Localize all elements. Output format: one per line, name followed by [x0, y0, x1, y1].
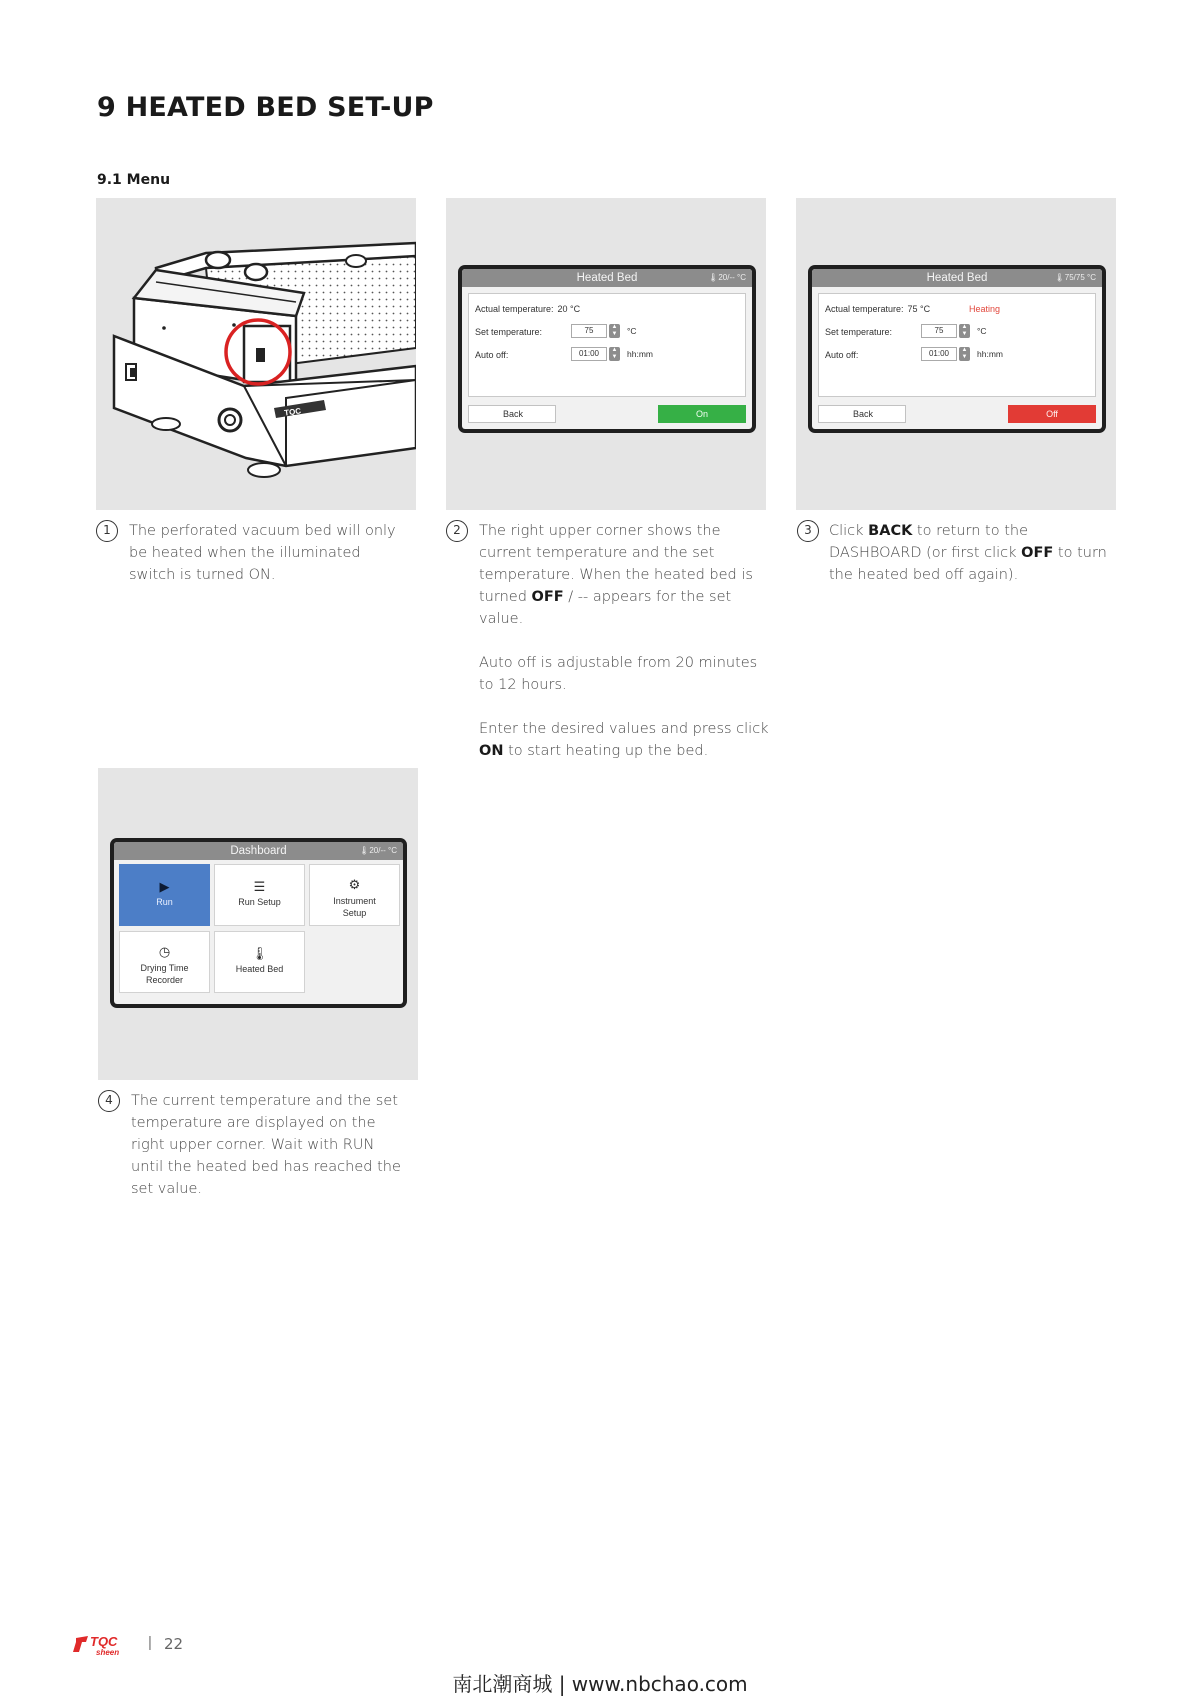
set-temperature-label: Set temperature:: [475, 327, 543, 337]
section-title: 9.1 Menu: [97, 172, 171, 188]
page-number: 22: [164, 1635, 184, 1653]
back-button[interactable]: Back: [818, 405, 906, 423]
off-button[interactable]: Off: [1008, 405, 1096, 423]
caption-2-paragraph-3: [479, 718, 769, 762]
step-number-3: 3: [797, 520, 819, 542]
set-temperature-input[interactable]: 75: [921, 324, 957, 338]
caption-3-text-c: to turn the heated bed off again).: [829, 545, 1107, 583]
caption-3-bold-off: OFF: [1021, 545, 1054, 561]
tile-label: Heated Bed: [235, 964, 284, 974]
device-screen-frame: [110, 838, 407, 1008]
set-temperature-stepper-icon[interactable]: ▲ ▼: [959, 324, 970, 338]
heated-bed-screen-panel-off: [796, 198, 1116, 510]
auto-off-input[interactable]: 01:00: [571, 347, 607, 361]
screen-title: Heated Bed: [576, 272, 638, 284]
footer-separator: |: [148, 1634, 152, 1651]
clock-icon: ◷: [158, 944, 171, 959]
on-button[interactable]: On: [658, 405, 746, 423]
page-title: 9 HEATED BED SET-UP: [97, 92, 434, 123]
device-illustration-panel: [96, 198, 416, 510]
heating-status-text: Heating: [969, 304, 1001, 314]
actual-temperature-value: 20 °C: [557, 304, 581, 314]
play-icon: ▶: [159, 879, 170, 894]
drying-time-recorder-tile[interactable]: [119, 931, 210, 993]
heated-bed-screen-panel-on: [446, 198, 766, 510]
screen-title: Heated Bed: [926, 272, 988, 284]
run-setup-tile[interactable]: [214, 864, 305, 926]
caption-2-bold-on: ON: [479, 743, 504, 759]
settings-form: [818, 293, 1096, 397]
step-number-4: 4: [98, 1090, 120, 1112]
sliders-icon: ☰: [253, 879, 266, 894]
heated-bed-tile[interactable]: [214, 931, 305, 993]
watermark: 南北潮商城 | www.nbchao.com: [452, 1672, 748, 1696]
caption-3-bold-back: BACK: [868, 523, 913, 539]
heated-bed-screen: [812, 269, 1102, 429]
tile-label: Instrument Setup: [333, 896, 376, 918]
caption-2: [479, 520, 769, 784]
screen-header: [114, 842, 403, 860]
actual-temperature-row: [825, 304, 930, 314]
actual-temperature-row: [475, 304, 580, 314]
caption-4: [131, 1090, 411, 1200]
instrument-setup-tile[interactable]: [309, 864, 400, 926]
tqc-sheen-logo: [72, 1632, 138, 1658]
set-temperature-label: Set temperature:: [825, 327, 893, 337]
run-tile[interactable]: [119, 864, 210, 926]
caption-4-text: The current temperature and the set temperature are displayed on the right upper corner. Wait with RUN until the heated bed has reached the set value.: [131, 1093, 401, 1197]
auto-off-stepper-icon[interactable]: ▲ ▼: [959, 347, 970, 361]
caption-2-bold-off: OFF: [531, 589, 564, 605]
caption-1: [129, 520, 409, 586]
set-temperature-stepper-icon[interactable]: ▲ ▼: [609, 324, 620, 338]
screen-header: [812, 269, 1102, 287]
caption-2-paragraph-2: Auto off is adjustable from 20 minutes to 12 hours.: [479, 655, 758, 693]
actual-temperature-label: Actual temperature:: [475, 304, 554, 314]
svg-text:TQC: TQC: [90, 1634, 118, 1649]
caption-3-text-a: Click: [829, 523, 869, 539]
temperature-status: 🌡20/-- °C: [708, 273, 746, 282]
heated-bed-screen: [462, 269, 752, 429]
tile-label: Run: [156, 897, 173, 907]
step-number-2: 2: [446, 520, 468, 542]
settings-form: [468, 293, 746, 397]
back-button[interactable]: Back: [468, 405, 556, 423]
set-temperature-unit: °C: [627, 326, 637, 336]
caption-1-text: The perforated vacuum bed will only be heated when the illuminated switch is turned ON.: [129, 523, 396, 583]
step-number-1: 1: [96, 520, 118, 542]
temperature-status: 🌡20/-- °C: [359, 846, 397, 855]
caption-2-text-d: to start heating up the bed.: [503, 743, 709, 759]
auto-off-label: Auto off:: [825, 350, 859, 360]
device-screen-frame: [458, 265, 756, 433]
set-temperature-input[interactable]: 75: [571, 324, 607, 338]
caption-2-text-a: The right upper corner shows the current temperature and the set temperature. When the heated bed is turned: [479, 523, 753, 605]
temperature-status: 🌡75/75 °C: [1054, 273, 1096, 282]
dashboard-screen-panel: [98, 768, 418, 1080]
auto-off-label: Auto off:: [475, 350, 509, 360]
gears-icon: ⚙: [348, 877, 361, 892]
actual-temperature-value: 75 °C: [907, 304, 931, 314]
tile-label: Run Setup: [238, 897, 281, 907]
screen-title: Dashboard: [230, 845, 287, 857]
screen-header: [462, 269, 752, 287]
caption-2-text-c: Enter the desired values and press click: [479, 721, 769, 737]
auto-off-input[interactable]: 01:00: [921, 347, 957, 361]
device-screen-frame: [808, 265, 1106, 433]
auto-off-stepper-icon[interactable]: ▲ ▼: [609, 347, 620, 361]
heated-bed-device-illustration: [96, 198, 416, 510]
caption-3-text-b: to return to the DASHBOARD (or first click: [829, 523, 1029, 561]
caption-2-paragraph-1: [479, 520, 769, 630]
tile-label: Drying Time Recorder: [140, 963, 189, 985]
actual-temperature-label: Actual temperature:: [825, 304, 904, 314]
auto-off-unit: hh:mm: [977, 349, 1003, 359]
auto-off-unit: hh:mm: [627, 349, 653, 359]
thermometer-icon: 🌡: [251, 946, 268, 961]
dashboard-screen: [114, 842, 403, 1004]
set-temperature-unit: °C: [977, 326, 987, 336]
caption-2-text-b: / -- appears for the set value.: [479, 589, 732, 627]
svg-text:TQC: TQC: [283, 406, 302, 418]
svg-text:sheen: sheen: [96, 1648, 120, 1657]
caption-3: [829, 520, 1119, 586]
